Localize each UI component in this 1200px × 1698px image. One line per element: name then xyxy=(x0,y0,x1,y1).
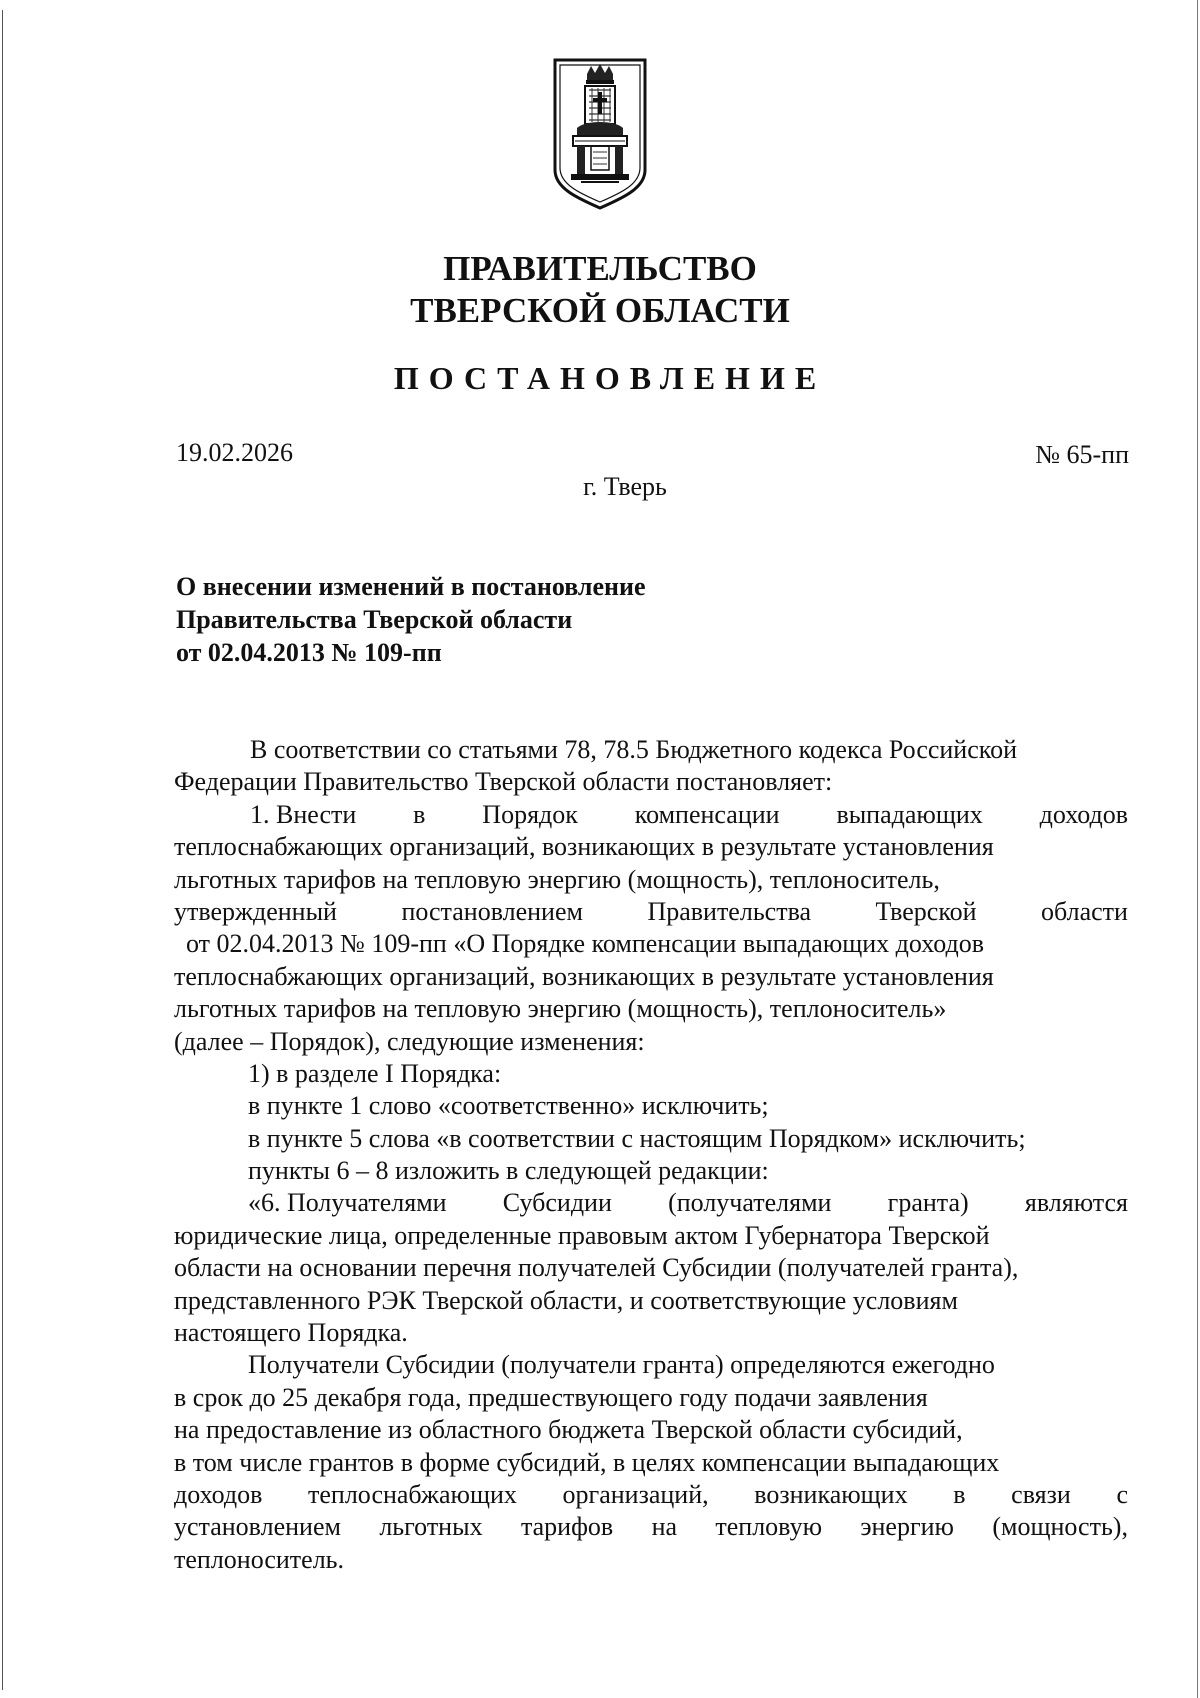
body-line: теплоснабжающих организаций, возникающих в результате установления xyxy=(174,961,994,991)
body-line: области на основании перечня получателей Субсидии (получателей гранта), xyxy=(174,1253,1019,1283)
body-line: в срок до 25 декабря года, предшествующего году подачи заявления xyxy=(174,1382,928,1412)
body-word: энергию xyxy=(860,1512,954,1542)
body-word: Правительства xyxy=(647,896,812,926)
body-line: теплоснабжающих организаций, возникающих в результате установления xyxy=(174,832,994,862)
body-word: «6. Получателями xyxy=(248,1188,447,1218)
body-word: доходов xyxy=(174,1479,263,1509)
subject-line: О внесении изменений в постановление xyxy=(176,572,646,601)
body-line: (далее – Порядок), следующие изменения: xyxy=(174,1026,645,1056)
body-word: постановлением xyxy=(401,896,583,926)
decree-body xyxy=(174,734,1128,1576)
body-line: пункты 6 – 8 изложить в следующей редакции: xyxy=(248,1156,769,1186)
body-line: юридические лица, определенные правовым актом Губернатора Тверской xyxy=(174,1220,990,1250)
decree-subject xyxy=(176,570,646,669)
body-word: связи xyxy=(1011,1479,1071,1509)
body-line: теплоноситель. xyxy=(174,1544,345,1574)
body-word: в xyxy=(953,1479,966,1509)
body-word: утвержденный xyxy=(174,896,337,926)
decree-date: 19.02.2026 xyxy=(176,438,293,467)
body-line: 1) в разделе I Порядка: xyxy=(248,1058,502,1088)
city-name: г. Тверь xyxy=(583,472,667,501)
body-word: установлением xyxy=(174,1512,341,1542)
body-word: гранта) xyxy=(887,1188,969,1218)
body-word: на xyxy=(651,1512,678,1542)
body-word: Субсидии xyxy=(502,1188,612,1218)
decree-number: № 65-пп xyxy=(1035,440,1129,469)
body-word: льготных xyxy=(379,1512,483,1542)
government-title xyxy=(0,248,1200,332)
body-line: Федерации Правительство Тверской области постановляет: xyxy=(174,767,833,797)
decree-title: ПОСТАНОВЛЕНИЕ xyxy=(393,360,827,396)
subject-line: Правительства Тверской области xyxy=(176,605,573,634)
body-line-justified xyxy=(174,896,1128,928)
body-line: льготных тарифов на тепловую энергию (мощность), теплоноситель, xyxy=(174,864,940,894)
coat-of-arms-icon xyxy=(551,58,649,210)
body-word: тарифов xyxy=(520,1512,614,1542)
body-line: от 02.04.2013 № 109-пп «О Порядке компенсации выпадающих доходов xyxy=(186,929,985,959)
body-line: настоящего Порядка. xyxy=(174,1318,408,1348)
body-line-justified xyxy=(174,1187,1128,1219)
body-word: организаций, xyxy=(562,1479,709,1509)
body-line: на предоставление из областного бюджета Тверской области субсидий, xyxy=(174,1415,963,1445)
government-title-line2: ТВЕРСКОЙ ОБЛАСТИ xyxy=(410,291,790,330)
body-word: являются xyxy=(1024,1188,1128,1218)
subject-line: от 02.04.2013 № 109-пп xyxy=(176,638,442,667)
body-line: Получатели Субсидии (получатели гранта) определяются ежегодно xyxy=(248,1350,995,1380)
body-word: Тверской xyxy=(875,896,977,926)
body-word: области xyxy=(1041,896,1128,926)
body-word: (получателями xyxy=(668,1188,832,1218)
body-word: 1. Внести xyxy=(250,799,357,829)
body-word: с xyxy=(1116,1479,1128,1509)
body-word: в xyxy=(413,799,426,829)
body-word: тепловую xyxy=(715,1512,822,1542)
body-line-justified xyxy=(174,1511,1128,1543)
body-line: в пункте 1 слово «соответственно» исключить; xyxy=(248,1091,769,1121)
government-title-line1: ПРАВИТЕЛЬСТВО xyxy=(443,249,757,288)
body-line: В соответствии со статьями 78, 78.5 Бюджетного кодекса Российской xyxy=(250,735,1017,764)
body-word: теплоснабжающих xyxy=(308,1479,517,1509)
body-line: в том числе грантов в форме субсидий, в целях компенсации выпадающих xyxy=(174,1447,1000,1477)
body-line-justified xyxy=(174,799,1128,831)
body-line-justified xyxy=(174,1479,1128,1511)
body-line: представленного РЭК Тверской области, и соответствующие условиям xyxy=(174,1285,958,1315)
body-word: возникающих xyxy=(754,1479,908,1509)
body-line: льготных тарифов на тепловую энергию (мощность), теплоноситель» xyxy=(174,994,947,1024)
body-line: в пункте 5 слова «в соответствии с настоящим Порядком» исключить; xyxy=(248,1123,1026,1153)
body-word: выпадающих xyxy=(836,799,983,829)
body-word: компенсации xyxy=(634,799,780,829)
body-word: доходов xyxy=(1039,799,1128,829)
body-word: (мощность), xyxy=(992,1512,1128,1542)
body-word: Порядок xyxy=(482,799,578,829)
